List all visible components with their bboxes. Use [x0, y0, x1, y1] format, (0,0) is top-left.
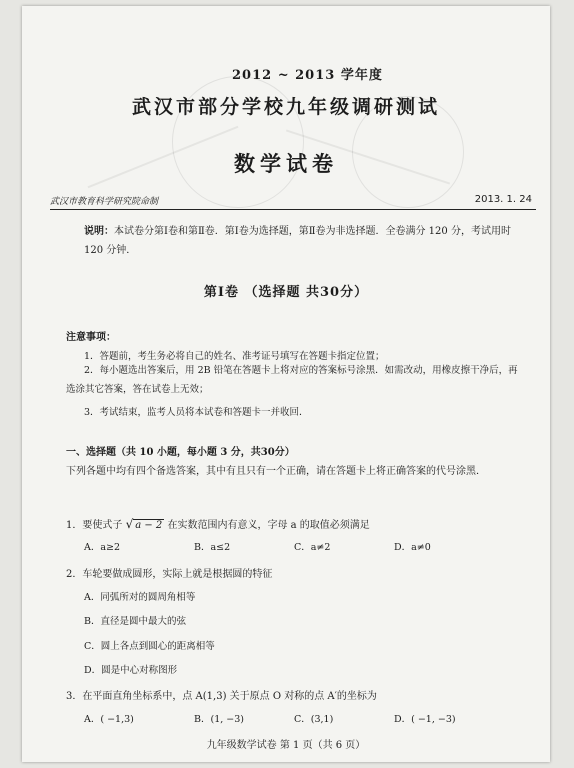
question-1-stem — [66, 516, 370, 531]
attention-item: 1．答题前，考生务必将自己的姓名、准考证号填写在答题卡指定位置； — [84, 351, 385, 362]
question-3-option-b: B．(1, −3) — [194, 714, 244, 725]
question-2-stem: 2．车轮要做成圆形，实际上就是根据圆的特征 — [66, 569, 273, 580]
section-title: 第Ⅰ卷 （选择题 共30分） — [203, 285, 369, 300]
notice-text: 本试卷分第Ⅰ卷和第Ⅱ卷．第Ⅰ卷为选择题，第Ⅱ卷为非选择题．全卷满分 120 分，考试用时 120 分钟． — [84, 226, 511, 256]
question-2-option-b: B．直径是圆中最大的弦 — [84, 616, 186, 627]
header-rule — [50, 209, 536, 210]
question-2-option-c: C．圆上各点到圆心的距离相等 — [84, 641, 215, 652]
exam-date: 2013. 1. 24 — [474, 194, 532, 205]
question-1-radicand: a − 2 — [135, 520, 163, 531]
part-intro: 下列各题中均有四个备选答案，其中有且只有一个正确，请在答题卡上将正确答案的代号涂黑． — [66, 466, 486, 477]
question-3-option-d: D．( −1, −3) — [394, 714, 456, 725]
sqrt-sign-icon: √ — [125, 517, 134, 531]
question-1-option-d: D．a≠0 — [394, 542, 431, 553]
question-1-option-a: A．a≥2 — [84, 542, 121, 553]
issuer: 武汉市教育科学研究院命制 — [50, 197, 159, 207]
exam-title: 武汉市部分学校九年级调研测试 — [131, 96, 440, 118]
notice-label: 说明： — [84, 226, 114, 237]
question-3-stem: 3．在平面直角坐标系中，点 A(1,3) 关于原点 O 对称的点 A′的坐标为 — [66, 691, 377, 702]
instructions-notice — [84, 222, 524, 260]
attention-item: 3．考试结束，监考人员将本试卷和答题卡一并收回． — [84, 407, 309, 418]
school-year: 2012 ~ 2013 学年度 — [232, 68, 383, 83]
part-heading: 一、选择题（共 10 小题，每小题 3 分，共30分） — [66, 447, 295, 458]
exam-page — [22, 6, 550, 762]
page-footer: 九年级数学试卷 第 1 页（共 6 页） — [206, 740, 366, 751]
attention-item: 2．每小题选出答案后，用 2B 铅笔在答题卡上将对应的答案标号涂黑．如需改动，用橡皮擦干净后，再选涂其它答案，答在试卷上无效； — [66, 365, 518, 395]
question-2-option-d: D．圆是中心对称图形 — [84, 665, 178, 676]
attention-heading: 注意事项： — [66, 332, 116, 343]
question-1-prefix: 1．要使式子 — [66, 520, 123, 531]
question-2-option-a: A．同弧所对的圆周角相等 — [84, 592, 196, 603]
question-3-option-a: A．( −1,3) — [84, 714, 134, 725]
question-3-option-c: C．(3,1) — [294, 714, 334, 725]
question-1-option-b: B．a≤2 — [194, 542, 231, 553]
question-1-option-c: C．a≠2 — [294, 542, 331, 553]
exam-subject: 数学试卷 — [234, 151, 338, 176]
question-1-suffix: 在实数范围内有意义，字母 a 的取值必须满足 — [167, 520, 370, 531]
